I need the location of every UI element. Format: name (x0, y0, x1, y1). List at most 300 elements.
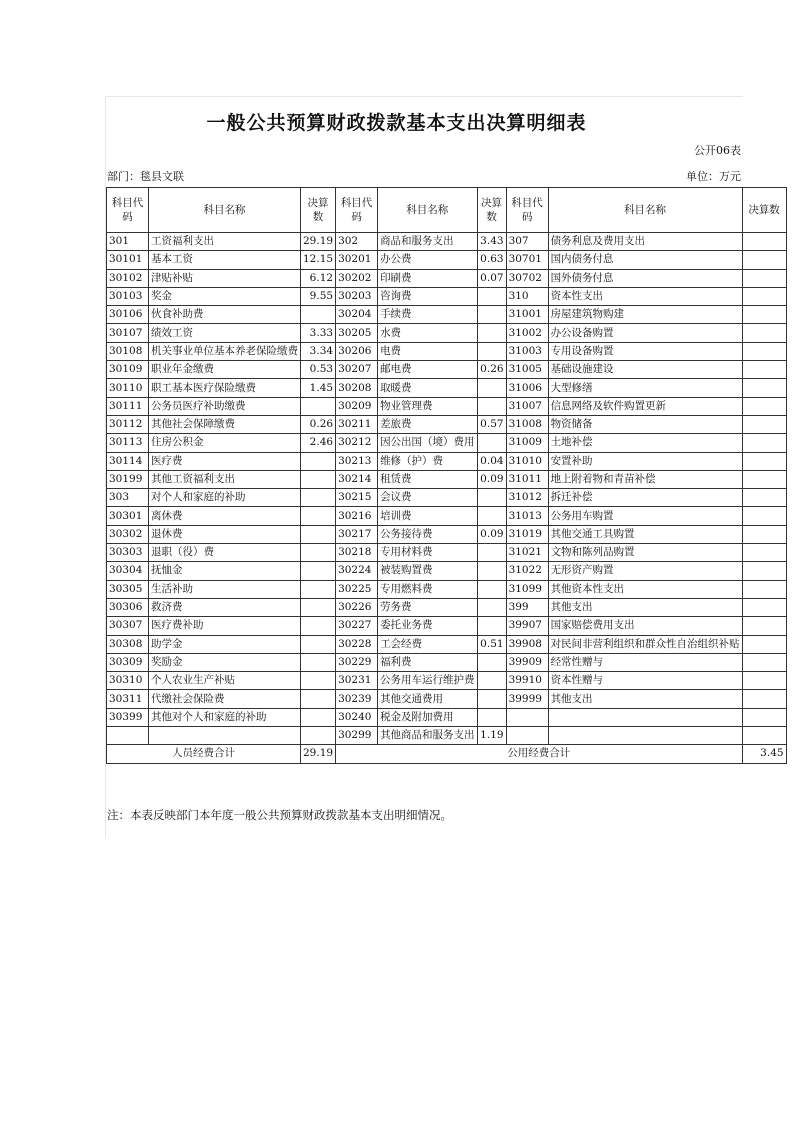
header-code-1: 科目代码 (107, 188, 149, 233)
amount-cell (742, 251, 786, 269)
code-cell: 30701 (506, 251, 548, 269)
code-cell (506, 708, 548, 726)
table-row (107, 233, 787, 251)
name-cell: 其他工资福利支出 (149, 470, 301, 488)
table-row (107, 379, 787, 397)
code-cell: 30217 (336, 525, 378, 543)
amount-cell (742, 415, 786, 433)
name-cell: 物业管理费 (378, 397, 478, 415)
name-cell: 离休费 (149, 507, 301, 525)
table-row (107, 470, 787, 488)
code-cell: 30702 (506, 269, 548, 287)
amount-cell (742, 397, 786, 415)
table-row (107, 287, 787, 305)
code-cell: 30306 (107, 598, 149, 616)
code-cell: 30208 (336, 379, 378, 397)
code-cell: 31005 (506, 361, 548, 379)
code-cell: 30240 (336, 708, 378, 726)
name-cell: 基础设施建设 (548, 361, 742, 379)
name-cell: 办公费 (378, 251, 478, 269)
name-cell: 公务用车运行维护费 (378, 672, 478, 690)
header-name-1: 科目名称 (149, 188, 301, 233)
code-cell: 30211 (336, 415, 378, 433)
name-cell: 物资储备 (548, 415, 742, 433)
name-cell: 租赁费 (378, 470, 478, 488)
name-cell: 大型修缮 (548, 379, 742, 397)
name-cell: 会议费 (378, 489, 478, 507)
name-cell: 土地补偿 (548, 434, 742, 452)
code-cell: 30101 (107, 251, 149, 269)
header-name-2: 科目名称 (378, 188, 478, 233)
code-cell: 30209 (336, 397, 378, 415)
amount-cell (477, 544, 506, 562)
public-total-label: 公用经费合计 (336, 745, 743, 763)
amount-cell: 12.15 (301, 251, 336, 269)
amount-cell: 1.45 (301, 379, 336, 397)
amount-cell (301, 544, 336, 562)
department-label: 部门：毯县文联 (107, 170, 184, 183)
name-cell: 其他支出 (548, 598, 742, 616)
code-cell: 30113 (107, 434, 149, 452)
name-cell: 其他对个人和家庭的补助 (149, 708, 301, 726)
amount-cell (742, 233, 786, 251)
code-cell: 30109 (107, 361, 149, 379)
amount-cell (742, 452, 786, 470)
code-cell: 30399 (107, 708, 149, 726)
code-cell: 30229 (336, 653, 378, 671)
table-row (107, 434, 787, 452)
name-cell: 机关事业单位基本养老保险缴费 (149, 342, 301, 360)
amount-cell (301, 306, 336, 324)
code-cell: 39907 (506, 617, 548, 635)
amount-cell: 6.12 (301, 269, 336, 287)
amount-cell (742, 727, 786, 745)
table-row (107, 306, 787, 324)
amount-cell: 1.19 (477, 727, 506, 745)
amount-cell (477, 342, 506, 360)
amount-cell (742, 598, 786, 616)
code-cell: 31010 (506, 452, 548, 470)
amount-cell: 0.51 (477, 635, 506, 653)
name-cell: 无形资产购置 (548, 562, 742, 580)
code-cell: 31099 (506, 580, 548, 598)
code-cell: 30226 (336, 598, 378, 616)
code-cell: 39999 (506, 690, 548, 708)
amount-cell: 0.26 (301, 415, 336, 433)
header-amount-3: 决算数 (742, 188, 786, 233)
name-cell: 因公出国（境）费用 (378, 434, 478, 452)
code-cell: 303 (107, 489, 149, 507)
code-cell: 30103 (107, 287, 149, 305)
amount-cell (742, 635, 786, 653)
code-cell: 30301 (107, 507, 149, 525)
amount-cell (301, 653, 336, 671)
table-row (107, 727, 787, 745)
amount-cell: 0.26 (477, 361, 506, 379)
name-cell: 电费 (378, 342, 478, 360)
code-cell: 30199 (107, 470, 149, 488)
personnel-total-value: 29.19 (301, 745, 336, 763)
table-row (107, 397, 787, 415)
name-cell: 工会经费 (378, 635, 478, 653)
amount-cell (301, 617, 336, 635)
table-row (107, 361, 787, 379)
name-cell: 职业年金缴费 (149, 361, 301, 379)
table-row (107, 635, 787, 653)
header-name-3: 科目名称 (548, 188, 742, 233)
amount-cell (301, 470, 336, 488)
amount-cell (301, 690, 336, 708)
name-cell: 取暖费 (378, 379, 478, 397)
table-row (107, 708, 787, 726)
code-cell (506, 727, 548, 745)
name-cell: 专用设备购置 (548, 342, 742, 360)
code-cell: 30216 (336, 507, 378, 525)
name-cell: 其他交通工具购置 (548, 525, 742, 543)
code-cell: 31011 (506, 470, 548, 488)
code-cell: 30214 (336, 470, 378, 488)
name-cell: 劳务费 (378, 598, 478, 616)
amount-cell: 0.04 (477, 452, 506, 470)
code-cell: 30307 (107, 617, 149, 635)
name-cell: 助学金 (149, 635, 301, 653)
amount-cell (477, 434, 506, 452)
name-cell: 公务用车购置 (548, 507, 742, 525)
code-cell: 31021 (506, 544, 548, 562)
code-cell: 30207 (336, 361, 378, 379)
code-cell: 31008 (506, 415, 548, 433)
amount-cell: 0.53 (301, 361, 336, 379)
name-cell: 文物和陈列品购置 (548, 544, 742, 562)
amount-cell (742, 489, 786, 507)
header-amount-2: 决算数 (477, 188, 506, 233)
table-row (107, 251, 787, 269)
amount-cell (301, 580, 336, 598)
code-cell: 31013 (506, 507, 548, 525)
code-cell: 30239 (336, 690, 378, 708)
amount-cell: 0.07 (477, 269, 506, 287)
amount-cell (477, 690, 506, 708)
amount-cell (477, 672, 506, 690)
name-cell: 水费 (378, 324, 478, 342)
name-cell (548, 727, 742, 745)
name-cell: 邮电费 (378, 361, 478, 379)
table-row (107, 525, 787, 543)
amount-cell: 0.63 (477, 251, 506, 269)
amount-cell: 0.57 (477, 415, 506, 433)
name-cell: 税金及附加费用 (378, 708, 478, 726)
amount-cell (301, 562, 336, 580)
name-cell: 其他交通费用 (378, 690, 478, 708)
table-row (107, 598, 787, 616)
name-cell: 伙食补助费 (149, 306, 301, 324)
code-cell: 301 (107, 233, 149, 251)
name-cell: 退职（役）费 (149, 544, 301, 562)
name-cell: 其他资本性支出 (548, 580, 742, 598)
name-cell: 抚恤金 (149, 562, 301, 580)
table-row (107, 415, 787, 433)
name-cell: 国外债务付息 (548, 269, 742, 287)
name-cell: 其他社会保障缴费 (149, 415, 301, 433)
amount-cell (477, 562, 506, 580)
name-cell: 经常性赠与 (548, 653, 742, 671)
code-cell: 302 (336, 233, 378, 251)
code-cell: 30213 (336, 452, 378, 470)
name-cell: 退休费 (149, 525, 301, 543)
amount-cell: 3.34 (301, 342, 336, 360)
header-code-2: 科目代码 (336, 188, 378, 233)
amount-cell: 29.19 (301, 233, 336, 251)
amount-cell (477, 708, 506, 726)
name-cell: 资本性赠与 (548, 672, 742, 690)
code-cell: 30114 (107, 452, 149, 470)
code-cell: 31001 (506, 306, 548, 324)
code-cell: 310 (506, 287, 548, 305)
amount-cell (742, 324, 786, 342)
unit-label: 单位：万元 (686, 170, 741, 183)
amount-cell (477, 489, 506, 507)
table-row (107, 452, 787, 470)
name-cell: 福利费 (378, 653, 478, 671)
name-cell: 维修（护）费 (378, 452, 478, 470)
amount-cell (301, 452, 336, 470)
name-cell: 差旅费 (378, 415, 478, 433)
code-cell: 31012 (506, 489, 548, 507)
name-cell: 其他商品和服务支出 (378, 727, 478, 745)
amount-cell (301, 672, 336, 690)
code-cell: 30304 (107, 562, 149, 580)
name-cell: 拆迁补偿 (548, 489, 742, 507)
table-row (107, 672, 787, 690)
amount-cell (742, 269, 786, 287)
code-cell: 30299 (336, 727, 378, 745)
table-row (107, 617, 787, 635)
name-cell: 咨询费 (378, 287, 478, 305)
name-cell: 个人农业生产补贴 (149, 672, 301, 690)
amount-cell (742, 470, 786, 488)
name-cell (149, 727, 301, 745)
code-cell: 30212 (336, 434, 378, 452)
name-cell: 绩效工资 (149, 324, 301, 342)
code-cell: 30224 (336, 562, 378, 580)
amount-cell: 0.09 (477, 525, 506, 543)
header-amount-1: 决算数 (301, 188, 336, 233)
name-cell: 代缴社会保险费 (149, 690, 301, 708)
code-cell: 39910 (506, 672, 548, 690)
table-row (107, 489, 787, 507)
code-cell: 30215 (336, 489, 378, 507)
name-cell: 津贴补贴 (149, 269, 301, 287)
name-cell: 国内债务付息 (548, 251, 742, 269)
amount-cell (742, 342, 786, 360)
name-cell: 公务员医疗补助缴费 (149, 397, 301, 415)
amount-cell: 0.09 (477, 470, 506, 488)
code-cell: 30225 (336, 580, 378, 598)
table-row (107, 342, 787, 360)
code-cell: 30227 (336, 617, 378, 635)
amount-cell (742, 361, 786, 379)
amount-cell (742, 379, 786, 397)
code-cell: 39908 (506, 635, 548, 653)
name-cell: 国家赔偿费用支出 (548, 617, 742, 635)
code-cell: 30106 (107, 306, 149, 324)
name-cell: 信息网络及软件购置更新 (548, 397, 742, 415)
amount-cell (301, 598, 336, 616)
code-cell: 31009 (506, 434, 548, 452)
amount-cell (742, 434, 786, 452)
code-cell: 30204 (336, 306, 378, 324)
table-row (107, 653, 787, 671)
code-cell: 30111 (107, 397, 149, 415)
amount-cell (477, 598, 506, 616)
name-cell: 培训费 (378, 507, 478, 525)
personnel-total-label: 人员经费合计 (107, 745, 301, 763)
amount-cell (742, 653, 786, 671)
code-cell: 30311 (107, 690, 149, 708)
table-row (107, 690, 787, 708)
amount-cell: 2.46 (301, 434, 336, 452)
name-cell: 奖金 (149, 287, 301, 305)
code-cell: 30303 (107, 544, 149, 562)
code-cell: 30309 (107, 653, 149, 671)
code-cell: 399 (506, 598, 548, 616)
amount-cell (301, 525, 336, 543)
amount-cell (742, 617, 786, 635)
amount-cell (742, 306, 786, 324)
table-row (107, 507, 787, 525)
table-row (107, 269, 787, 287)
code-cell: 30305 (107, 580, 149, 598)
amount-cell (742, 287, 786, 305)
name-cell: 被装购置费 (378, 562, 478, 580)
name-cell: 资本性支出 (548, 287, 742, 305)
amount-cell: 3.33 (301, 324, 336, 342)
name-cell: 专用燃料费 (378, 580, 478, 598)
code-cell: 30205 (336, 324, 378, 342)
code-cell: 31007 (506, 397, 548, 415)
code-cell: 30206 (336, 342, 378, 360)
name-cell: 职工基本医疗保险缴费 (149, 379, 301, 397)
code-cell: 30102 (107, 269, 149, 287)
name-cell: 奖励金 (149, 653, 301, 671)
code-cell: 30228 (336, 635, 378, 653)
name-cell: 生活补助 (149, 580, 301, 598)
amount-cell (742, 507, 786, 525)
totals-row (107, 745, 787, 763)
header-code-3: 科目代码 (506, 188, 548, 233)
expenditure-table (106, 187, 787, 764)
code-cell: 30202 (336, 269, 378, 287)
amount-cell (742, 580, 786, 598)
amount-cell (477, 580, 506, 598)
name-cell: 手续费 (378, 306, 478, 324)
amount-cell (301, 489, 336, 507)
code-cell: 30218 (336, 544, 378, 562)
code-cell: 30231 (336, 672, 378, 690)
code-cell: 30203 (336, 287, 378, 305)
name-cell: 其他支出 (548, 690, 742, 708)
name-cell: 房屋建筑物购建 (548, 306, 742, 324)
code-cell: 30108 (107, 342, 149, 360)
amount-cell (742, 672, 786, 690)
amount-cell (301, 397, 336, 415)
amount-cell (742, 525, 786, 543)
table-row (107, 324, 787, 342)
name-cell: 商品和服务支出 (378, 233, 478, 251)
code-cell: 31006 (506, 379, 548, 397)
code-cell: 307 (506, 233, 548, 251)
name-cell: 对个人和家庭的补助 (149, 489, 301, 507)
amount-cell (477, 379, 506, 397)
name-cell: 安置补助 (548, 452, 742, 470)
amount-cell (477, 617, 506, 635)
amount-cell (477, 287, 506, 305)
code-cell: 30112 (107, 415, 149, 433)
table-code: 公开06表 (694, 144, 741, 157)
code-cell (107, 727, 149, 745)
name-cell: 对民间非营利组织和群众性自治组织补贴 (548, 635, 742, 653)
name-cell: 医疗费补助 (149, 617, 301, 635)
header-row (107, 188, 787, 233)
amount-cell (301, 708, 336, 726)
amount-cell (477, 507, 506, 525)
name-cell: 公务接待费 (378, 525, 478, 543)
name-cell: 住房公积金 (149, 434, 301, 452)
amount-cell (301, 727, 336, 745)
table-row (107, 544, 787, 562)
name-cell: 基本工资 (149, 251, 301, 269)
name-cell: 地上附着物和青苗补偿 (548, 470, 742, 488)
name-cell: 救济费 (149, 598, 301, 616)
name-cell: 专用材料费 (378, 544, 478, 562)
code-cell: 31019 (506, 525, 548, 543)
code-cell: 31022 (506, 562, 548, 580)
amount-cell (301, 507, 336, 525)
code-cell: 30302 (107, 525, 149, 543)
name-cell: 债务利息及费用支出 (548, 233, 742, 251)
code-cell: 30310 (107, 672, 149, 690)
public-total-value: 3.45 (742, 745, 786, 763)
code-cell: 30110 (107, 379, 149, 397)
amount-cell (477, 306, 506, 324)
footnote: 注：本表反映部门本年度一般公共预算财政拨款基本支出明细情况。 (107, 808, 452, 822)
name-cell: 医疗费 (149, 452, 301, 470)
name-cell (548, 708, 742, 726)
name-cell: 委托业务费 (378, 617, 478, 635)
amount-cell (301, 635, 336, 653)
table-row (107, 580, 787, 598)
code-cell: 31003 (506, 342, 548, 360)
amount-cell (477, 324, 506, 342)
amount-cell (742, 562, 786, 580)
name-cell: 印刷费 (378, 269, 478, 287)
amount-cell (742, 708, 786, 726)
name-cell: 工资福利支出 (149, 233, 301, 251)
amount-cell: 3.43 (477, 233, 506, 251)
amount-cell (742, 690, 786, 708)
code-cell: 30308 (107, 635, 149, 653)
amount-cell (477, 653, 506, 671)
code-cell: 39909 (506, 653, 548, 671)
amount-cell (742, 544, 786, 562)
page-title: 一般公共预算财政拨款基本支出决算明细表 (206, 112, 587, 134)
code-cell: 31002 (506, 324, 548, 342)
code-cell: 30107 (107, 324, 149, 342)
table-row (107, 562, 787, 580)
amount-cell: 9.55 (301, 287, 336, 305)
code-cell: 30201 (336, 251, 378, 269)
amount-cell (477, 397, 506, 415)
